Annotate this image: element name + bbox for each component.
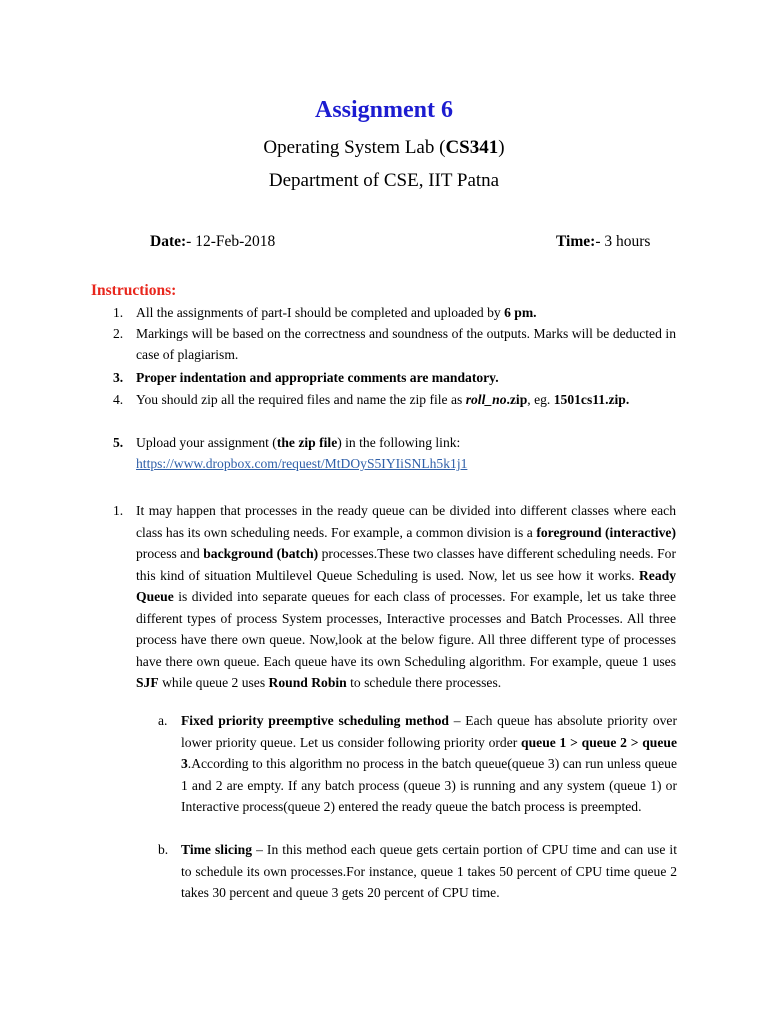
date-value: - 12-Feb-2018 [186,233,276,250]
subitem-body [181,710,677,818]
instruction-deadline: 6 pm. [504,305,537,320]
question-term: SJF [136,675,159,690]
date-line [150,232,275,252]
question-text: to schedule there processes. [346,675,502,690]
department: Department of CSE, IIT Patna [268,170,500,191]
zip-extension: .zip [506,392,528,407]
question-text: while queue 2 uses [158,675,269,690]
instruction-text: ) in the following link: [337,435,461,450]
instruction-number: 1. [113,305,124,320]
question-text: processes.These two classes have different scheduling needs. For this kind of situation Multilevel Queue Scheduling is used. Now, let us see how it works. [136,546,676,583]
page-title: Assignment 6 [314,97,453,123]
instruction-text: , eg. [527,392,554,407]
subitem-body [181,839,677,904]
instruction-item [136,367,676,388]
priority-order: queue 1 > queue 2 > queue 3 [181,734,677,771]
instruction-text: You should zip all the required files and name the zip file as [136,392,466,407]
subitem-title: Fixed priority preemptive scheduling method [181,713,449,728]
subitem-letter: b. [158,842,169,857]
instructions-heading: Instructions: [91,282,177,299]
instruction-item [136,389,676,410]
instruction-number: 5. [113,435,124,450]
course-name [0,136,768,160]
instruction-item: Markings will be based on the correctness and soundness of the outputs. Marks will be deducted in case of plagiarism. [136,326,676,362]
subitem-letter: a. [158,713,168,728]
question-text: process and [136,546,204,561]
question-term: background (batch) [203,546,319,561]
question-term: Ready Queue [136,567,676,604]
instruction-number: 4. [113,392,124,407]
zip-example: 1501cs11.zip. [553,392,630,407]
zip-name-roll: roll_no [465,392,507,407]
question-body [136,500,676,694]
instruction-number: 2. [113,326,124,341]
instruction-item [136,302,676,323]
question-text: is divided into separate queues for each class of processes. For example, let us take three different types of process System processes, Interactive processes and Batch Processes. All three process have there own queue. Now,look at the below figure. All three different type of processes have there own queue. Each queue have its own Scheduling algorithm. For example, queue 1 uses [136,589,676,669]
instruction-item [136,432,676,474]
question-term: foreground (interactive) [536,524,676,540]
time-label: Time: [556,233,596,250]
question-term: Round Robin [268,675,347,690]
instruction-text: Upload your assignment ( [136,435,277,450]
course-code: CS341 [445,137,499,158]
subitem-title: Time slicing [181,842,253,857]
course-name-prefix: Operating System Lab ( [263,137,446,158]
time-line [556,232,650,252]
zip-file-label: the zip file [276,435,338,450]
dropbox-link[interactable]: https://www.dropbox.com/request/MtDOyS5IYIiSNLh5k1j1 [136,456,468,471]
course-name-suffix: ) [498,137,505,158]
time-value: - 3 hours [595,233,651,250]
question-text: It may happen that processes in the ready queue can be divided into different classes where each class has its own scheduling needs. For example, a common division is a [136,503,676,540]
date-label: Date: [150,233,187,250]
instruction-bold-text: Proper indentation and appropriate comments are mandatory. [136,370,499,385]
instruction-text: All the assignments of part-I should be completed and uploaded by [136,305,505,320]
instruction-number: 3. [113,370,124,385]
subitem-text: .According to this algorithm no process in the batch queue(queue 3) can run unless queue 1 and 2 are empty. If any batch process (queue 3) is running and any system (queue 1) or Interactive process(queue 2) entered the ready queue the batch process is preempted. [181,756,677,814]
subitem-text: – In this method each queue gets certain portion of CPU time and can use it to schedule its own processes.For instance, queue 1 takes 50 percent of CPU time queue 2 takes 30 percent and queue 3 gets 20 percent of CPU time. [181,842,677,900]
subitem-text: – Each queue has absolute priority over lower priority queue. Let us consider following priority order [181,713,677,750]
question-number: 1. [113,503,124,518]
